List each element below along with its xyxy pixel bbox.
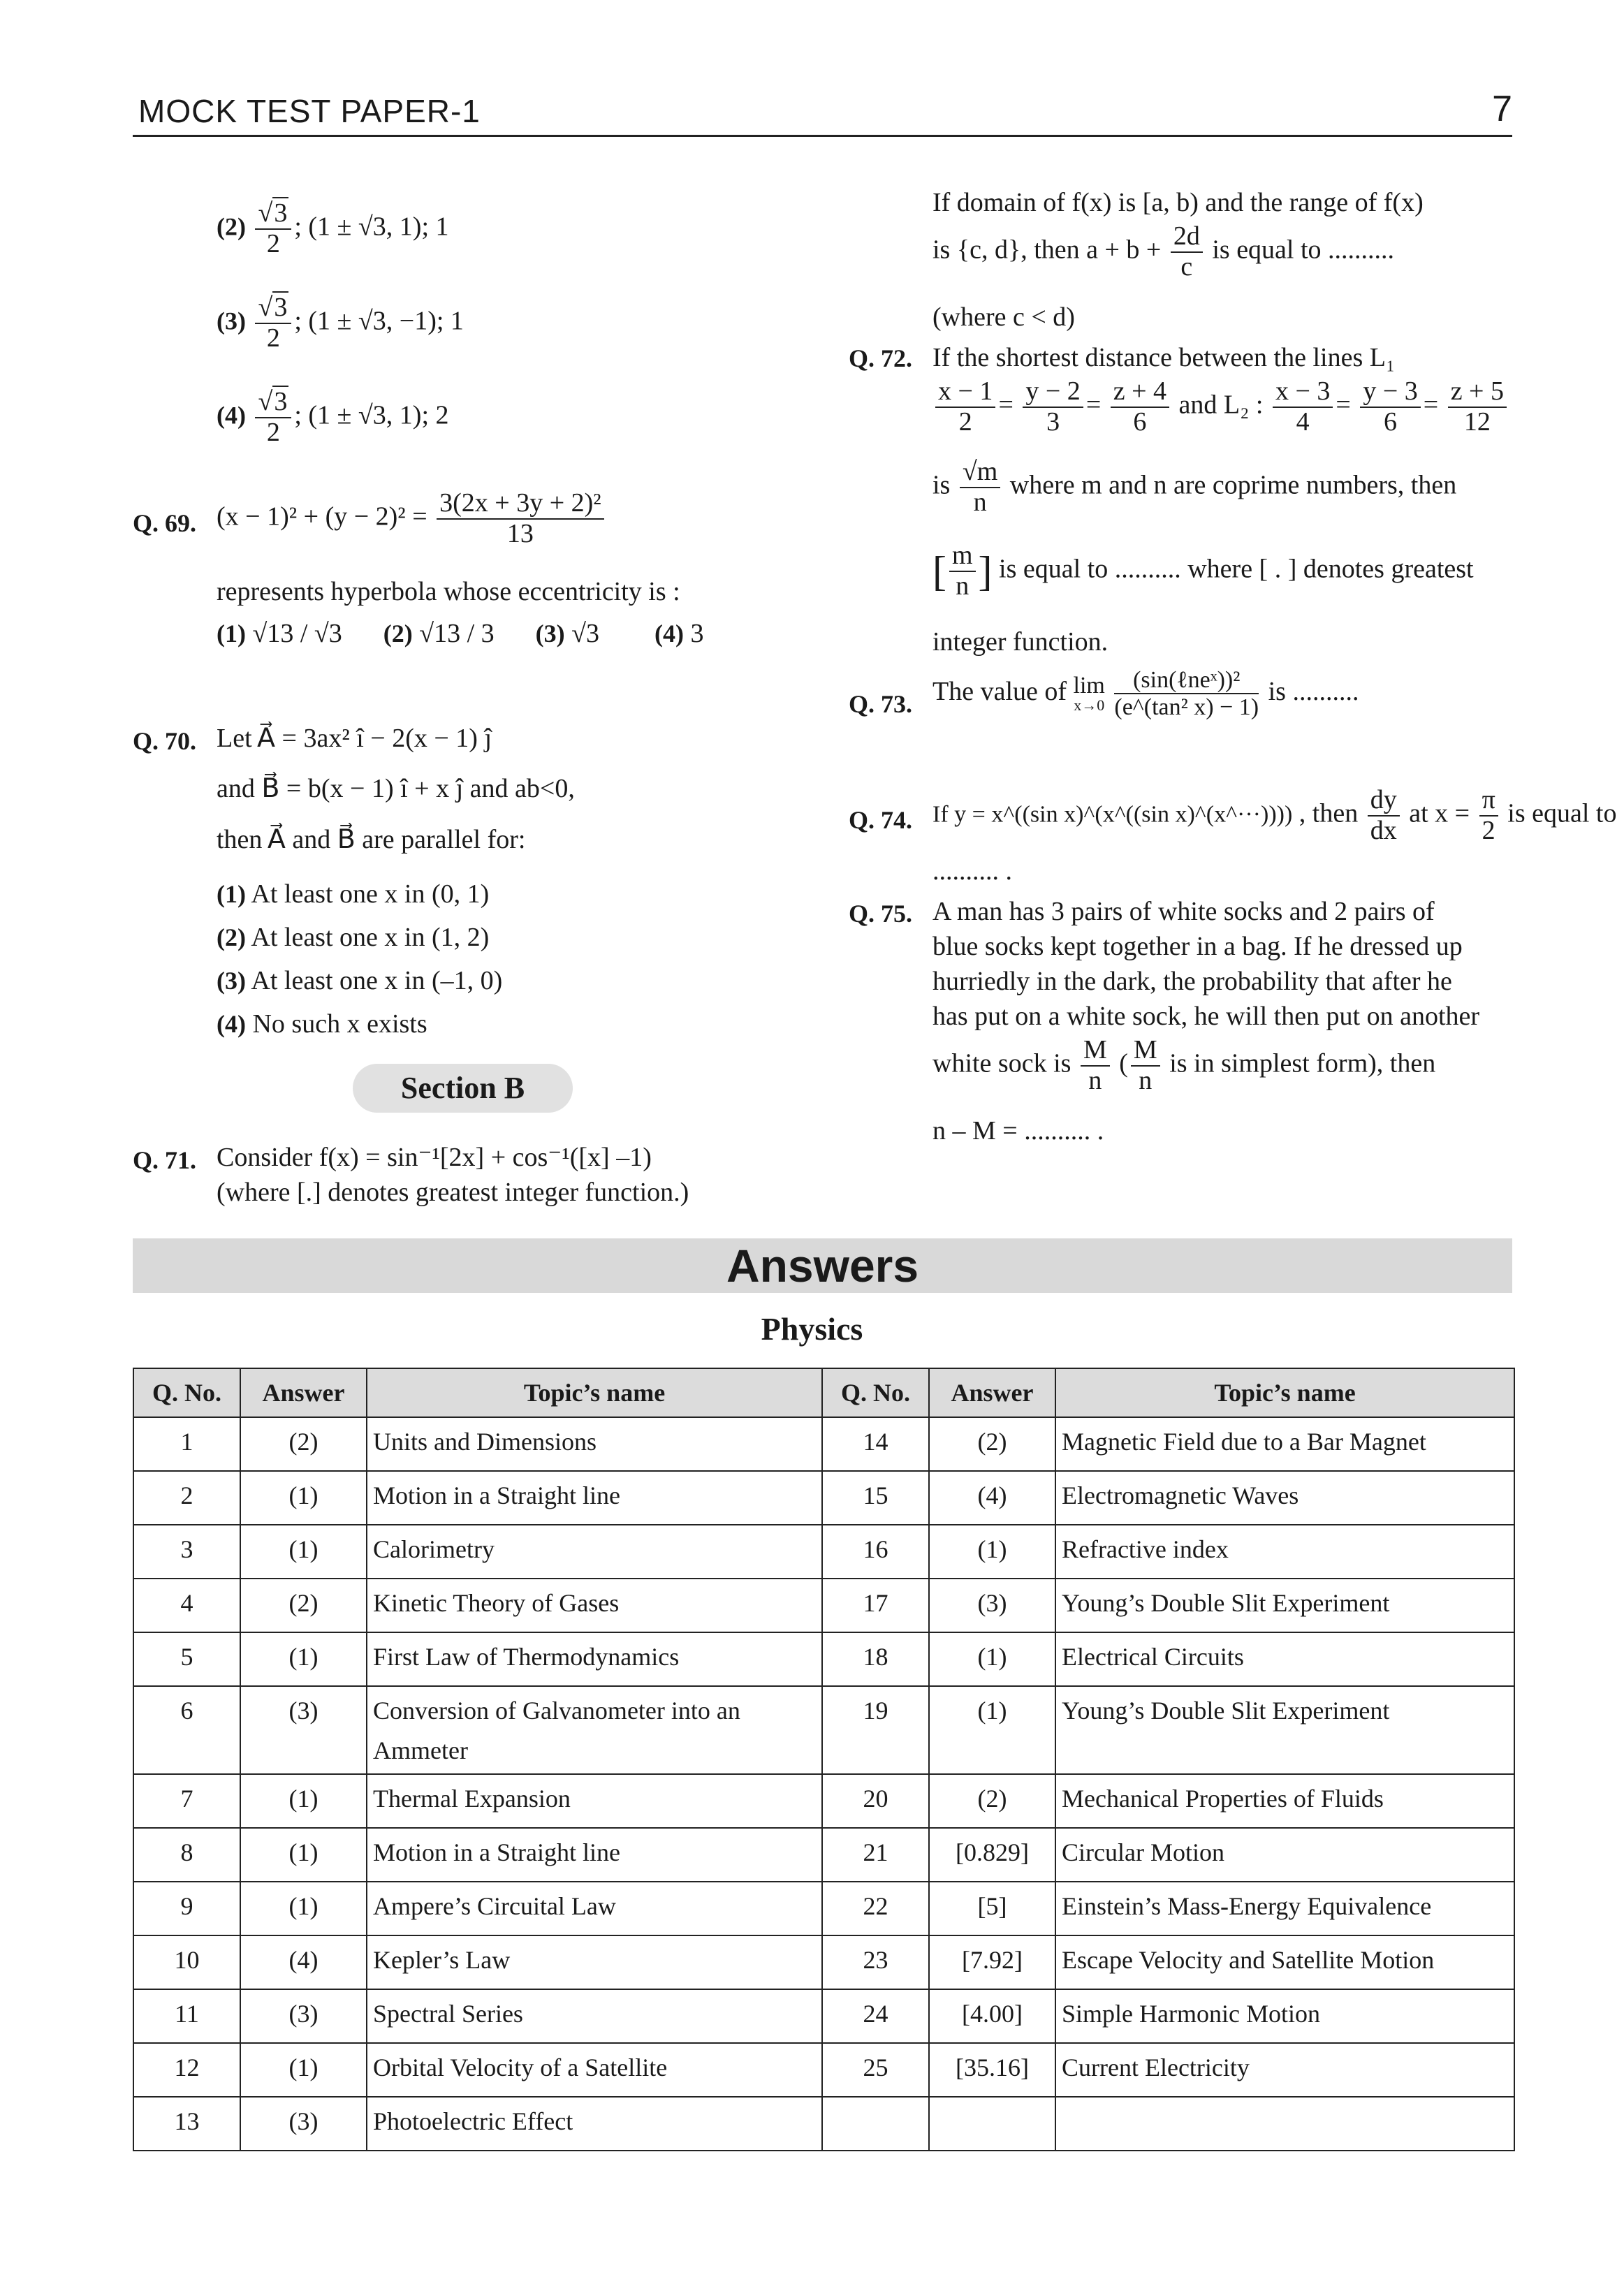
q74-continuation: .......... . [932, 856, 1012, 886]
fraction: $\frac{M}{n}$ [1081, 1036, 1110, 1096]
q73-pre: The value of [932, 677, 1067, 707]
table-cell: (1) [240, 1632, 367, 1686]
fraction: $\frac{\pi}{2}$ [1479, 786, 1498, 846]
table-cell: Units and Dimensions [367, 1417, 822, 1471]
table-cell: Magnetic Field due to a Bar Magnet [1055, 1417, 1514, 1471]
table-cell: Spectral Series [367, 1989, 822, 2043]
table-cell: (1) [240, 1774, 367, 1828]
q75-line2: blue socks kept together in a bag. If he dressed up [932, 932, 1463, 961]
q68-option-3: (3) $\frac{√3}{2}$ ; (1 ± √3, −1); 1 [217, 293, 464, 353]
q71-line5: (where c < d) [932, 302, 1075, 332]
q74-post: is equal to [1507, 798, 1617, 828]
table-cell: 7 [133, 1774, 240, 1828]
table-row [133, 1935, 1514, 1989]
option-value: 3 [690, 619, 704, 648]
table-row [133, 1828, 1514, 1882]
q72-lines-equation: $\frac{x - 1}{2}$ = $\frac{y - 2}{3}$ = $\frac{z + 4}{6}$ and L₂ : $\frac{x - 3}{4}$ = $\frac{y - 3}{6}$ = $\frac{z + 5}{12}$ [932, 377, 1509, 437]
table-row [133, 1632, 1514, 1686]
q75-line5-end: is in simplest form), then [1169, 1048, 1436, 1078]
table-cell: 9 [133, 1882, 240, 1935]
q70-line2: and B⃗ = b(x − 1) î + x ĵ and ab<0, [217, 774, 575, 803]
table-row [133, 2097, 1514, 2151]
table-cell: Motion in a Straight line [367, 1828, 822, 1882]
page-header-title: MOCK TEST PAPER-1 [138, 93, 481, 129]
table-cell: 18 [822, 1632, 929, 1686]
column-header: Answer [929, 1368, 1055, 1417]
q75-number: Q. 75. [849, 900, 913, 928]
table-cell: Kinetic Theory of Gases [367, 1579, 822, 1632]
table-cell: Photoelectric Effect [367, 2097, 822, 2151]
option-text: At least one x in (–1, 0) [251, 966, 503, 995]
table-row [133, 1989, 1514, 2043]
table-cell: Orbital Velocity of a Satellite [367, 2043, 822, 2097]
fraction: $\frac{x - 1}{2}$ [935, 377, 995, 437]
option-number: (2) [217, 923, 246, 951]
table-cell: Electrical Circuits [1055, 1632, 1514, 1686]
table-cell: [0.829] [929, 1828, 1055, 1882]
q70-line3: then A⃗ and B⃗ are parallel for: [217, 825, 526, 854]
table-cell: Mechanical Properties of Fluids [1055, 1774, 1514, 1828]
point: (1 ± √3, 1) [308, 212, 422, 242]
table-cell: Conversion of Galvanometer into an Ammeter [367, 1686, 822, 1774]
table-cell: 25 [822, 2043, 929, 2097]
table-row [133, 2043, 1514, 2097]
table-cell: 5 [133, 1632, 240, 1686]
point: (1 ± √3, 1) [308, 400, 422, 430]
q71-line3: If domain of f(x) is [a, b) and the range of f(x) [932, 188, 1424, 217]
table-cell: (1) [929, 1525, 1055, 1579]
q72-line3-start: is [932, 470, 951, 500]
page-number: 7 [1492, 89, 1512, 129]
option-tail: ; 1 [421, 212, 449, 242]
table-cell: (2) [929, 1417, 1055, 1471]
q70-option-2 [217, 922, 489, 954]
option-text: At least one x in (0, 1) [251, 879, 490, 909]
table-cell: (1) [929, 1686, 1055, 1774]
option-number: (1) [217, 880, 246, 908]
table-cell: (4) [929, 1471, 1055, 1525]
table-cell: 22 [822, 1882, 929, 1935]
q68-option-4: (4) $\frac{√3}{2}$ ; (1 ± √3, 1); 2 [217, 387, 449, 447]
q73-number: Q. 73. [849, 690, 913, 718]
q70-option-4 [217, 1009, 427, 1041]
table-cell: 2 [133, 1471, 240, 1525]
section-b-label: Section B [353, 1064, 573, 1113]
option-number: (2) [217, 212, 246, 241]
option-number: (3) [535, 620, 565, 647]
table-cell: (3) [929, 1579, 1055, 1632]
table-cell: [7.92] [929, 1935, 1055, 1989]
table-cell: 19 [822, 1686, 929, 1774]
table-row [133, 1579, 1514, 1632]
q72-number: Q. 72. [849, 344, 913, 372]
table-cell: 12 [133, 2043, 240, 2097]
answers-heading: Answers [133, 1238, 1512, 1293]
table-cell: (1) [240, 1525, 367, 1579]
fraction: $\frac{dy}{dx}$ [1368, 786, 1400, 846]
option-text: No such x exists [252, 1009, 427, 1039]
table-row [133, 1774, 1514, 1828]
q69-text: represents hyperbola whose eccentricity is : [217, 577, 680, 606]
q68-option-2: (2) $\frac{√3}{2}$ ; (1 ± √3, 1); 1 [217, 198, 449, 258]
table-cell [1055, 2097, 1514, 2151]
fraction: $\frac{√3}{2}$ [255, 388, 291, 448]
q69-rhs: $\frac{\text{3(2x + 3y + 2)²}}{13}$ [437, 489, 604, 549]
table-cell: 11 [133, 1989, 240, 2043]
q69-equation [217, 489, 607, 549]
option-value: √3 [571, 619, 600, 648]
column-header: Q. No. [822, 1368, 929, 1417]
option-number: (2) [383, 620, 413, 647]
option-number: (4) [654, 620, 684, 647]
table-row [133, 1686, 1514, 1774]
q72-line3-end: where m and n are coprime numbers, then [1009, 470, 1457, 500]
table-cell: 13 [133, 2097, 240, 2151]
q70-number: Q. 70. [133, 727, 197, 755]
q74-at: at x = [1409, 798, 1470, 828]
fraction: $\frac{z + 4}{6}$ [1111, 377, 1169, 437]
table-cell: (1) [240, 1828, 367, 1882]
q72-line4: [ $\frac{m}{n}$ ] is equal to .......... where [ . ] denotes greatest [932, 541, 1474, 601]
q72-mid-text: and L₂ : [1178, 390, 1264, 420]
fraction: $\frac{√3}{2}$ [255, 293, 291, 353]
table-cell: (3) [240, 2097, 367, 2151]
fraction: $\frac{y - 2}{3}$ [1023, 377, 1083, 437]
table-cell: (1) [240, 1882, 367, 1935]
fraction: $\frac{M}{n}$ [1131, 1036, 1160, 1096]
table-cell: 10 [133, 1935, 240, 1989]
point: (1 ± √3, −1) [308, 306, 437, 336]
table-cell: Calorimetry [367, 1525, 822, 1579]
option-number: (4) [217, 401, 246, 430]
table-cell: Young’s Double Slit Experiment [1055, 1686, 1514, 1774]
fraction: $\frac{\text{(sin(ℓnеˣ))²}}{\text{(e\textasciicircum{}(tan² x) − 1)}}$ [1114, 667, 1259, 721]
table-cell: (1) [929, 1632, 1055, 1686]
table-cell: Circular Motion [1055, 1828, 1514, 1882]
table-cell: (3) [240, 1989, 367, 2043]
q72-line3 [932, 457, 1456, 518]
option-text: At least one x in (1, 2) [251, 923, 490, 952]
fraction: $\frac{z + 5}{12}$ [1448, 377, 1507, 437]
q70-option-1 [217, 879, 489, 911]
fraction: $\frac{y - 3}{6}$ [1360, 377, 1420, 437]
q71-line4-start: is {c, d}, then a + b + [932, 235, 1162, 265]
q75-line5-start: white sock is [932, 1048, 1071, 1078]
q69-lhs: (x − 1)² + (y − 2)² = [217, 502, 427, 532]
table-row [133, 1882, 1514, 1935]
table-cell: Thermal Expansion [367, 1774, 822, 1828]
q72-line5: integer function. [932, 627, 1109, 657]
column-header: Topic’s name [1055, 1368, 1514, 1417]
option-number: (3) [217, 307, 246, 335]
table-cell: Current Electricity [1055, 2043, 1514, 2097]
q75-line5: white sock is $\frac{M}{n}$ ( $\frac{M}{n}$ is in simplest form), then [932, 1035, 1436, 1095]
table-cell: 17 [822, 1579, 929, 1632]
q74-mid: , then [1299, 798, 1359, 828]
option-value: √13 / √3 [252, 619, 342, 648]
q75-line3: hurriedly in the dark, the probability that after he [932, 967, 1452, 996]
option-value: √13 / 3 [419, 619, 495, 648]
q74-pre: If y = x^((sin x)^(x^((sin x)^(x^···)))) [932, 801, 1293, 828]
table-cell: Young’s Double Slit Experiment [1055, 1579, 1514, 1632]
table-cell: [4.00] [929, 1989, 1055, 2043]
table-cell: 21 [822, 1828, 929, 1882]
column-header: Topic’s name [367, 1368, 822, 1417]
table-cell: (4) [240, 1935, 367, 1989]
table-cell: 4 [133, 1579, 240, 1632]
table-cell: Motion in a Straight line [367, 1471, 822, 1525]
subject-heading: Physics [761, 1311, 863, 1347]
q73-expression [932, 667, 1359, 721]
table-cell: 23 [822, 1935, 929, 1989]
table-cell: (2) [240, 1417, 367, 1471]
table-cell: 14 [822, 1417, 929, 1471]
table-cell: 8 [133, 1828, 240, 1882]
q75-line4: has put on a white sock, he will then put on another [932, 1002, 1480, 1031]
option-number: (4) [217, 1010, 246, 1038]
q71-line4 [932, 222, 1394, 282]
q70-line1: Let A⃗ = 3ax² î − 2(x − 1) ĵ [217, 724, 492, 753]
table-cell: [5] [929, 1882, 1055, 1935]
q72-line4-end: is equal to .......... where [ . ] denotes greatest [999, 554, 1474, 584]
table-cell: [35.16] [929, 2043, 1055, 2097]
table-cell: Einstein’s Mass-Energy Equivalence [1055, 1882, 1514, 1935]
table-cell: 15 [822, 1471, 929, 1525]
q71-line1: Consider f(x) = sin⁻¹[2x] + cos⁻¹([x] –1) [217, 1143, 652, 1172]
table-cell: 6 [133, 1686, 240, 1774]
table-cell: (1) [240, 2043, 367, 2097]
option-tail: ; 2 [421, 400, 449, 430]
table-cell [929, 2097, 1055, 2151]
table-cell: Kepler’s Law [367, 1935, 822, 1989]
table-cell: Escape Velocity and Satellite Motion [1055, 1935, 1514, 1989]
table-cell: 20 [822, 1774, 929, 1828]
q75-line1: A man has 3 pairs of white socks and 2 pairs of [932, 897, 1435, 926]
table-cell: (2) [240, 1579, 367, 1632]
option-number: (3) [217, 967, 246, 995]
table-cell: 24 [822, 1989, 929, 2043]
option-number: (1) [217, 620, 246, 647]
q69-number: Q. 69. [133, 509, 197, 537]
table-cell: First Law of Thermodynamics [367, 1632, 822, 1686]
q69-options [217, 618, 704, 650]
table-cell: 1 [133, 1417, 240, 1471]
q73-post: is .......... [1268, 677, 1359, 707]
fraction: $\frac{x - 3}{4}$ [1273, 377, 1333, 437]
header-rule [133, 135, 1512, 137]
q71-number: Q. 71. [133, 1146, 197, 1174]
option-tail: ; 1 [436, 306, 464, 336]
table-cell: 16 [822, 1525, 929, 1579]
table-row [133, 1471, 1514, 1525]
table-cell [822, 2097, 929, 2151]
column-header: Q. No. [133, 1368, 240, 1417]
column-header: Answer [240, 1368, 367, 1417]
table-cell: Ampere’s Circuital Law [367, 1882, 822, 1935]
fraction: $\frac{2d}{c}$ [1171, 222, 1203, 282]
q74-expression [932, 786, 1616, 846]
table-cell: 3 [133, 1525, 240, 1579]
table-row [133, 1525, 1514, 1579]
table-cell: (1) [240, 1471, 367, 1525]
q71-line4-end: is equal to .......... [1212, 235, 1395, 265]
fraction: $\frac{m}{n}$ [949, 541, 976, 601]
table-cell: Refractive index [1055, 1525, 1514, 1579]
fraction: $\frac{√3}{2}$ [255, 199, 291, 259]
q75-line6: n – M = .......... . [932, 1116, 1104, 1145]
table-header-row [133, 1368, 1514, 1417]
q72-line1: If the shortest distance between the lines L₁ [932, 343, 1396, 372]
table-row [133, 1417, 1514, 1471]
limit: lim x→0 [1073, 673, 1105, 715]
answer-table [133, 1368, 1515, 2151]
q74-number: Q. 74. [849, 806, 913, 834]
table-cell: (3) [240, 1686, 367, 1774]
q71-line2: (where [.] denotes greatest integer function.) [217, 1178, 689, 1207]
fraction: $\frac{√m}{n}$ [960, 457, 1000, 518]
q70-option-3 [217, 965, 502, 997]
table-cell: (2) [929, 1774, 1055, 1828]
table-cell: Electromagnetic Waves [1055, 1471, 1514, 1525]
table-cell: Simple Harmonic Motion [1055, 1989, 1514, 2043]
